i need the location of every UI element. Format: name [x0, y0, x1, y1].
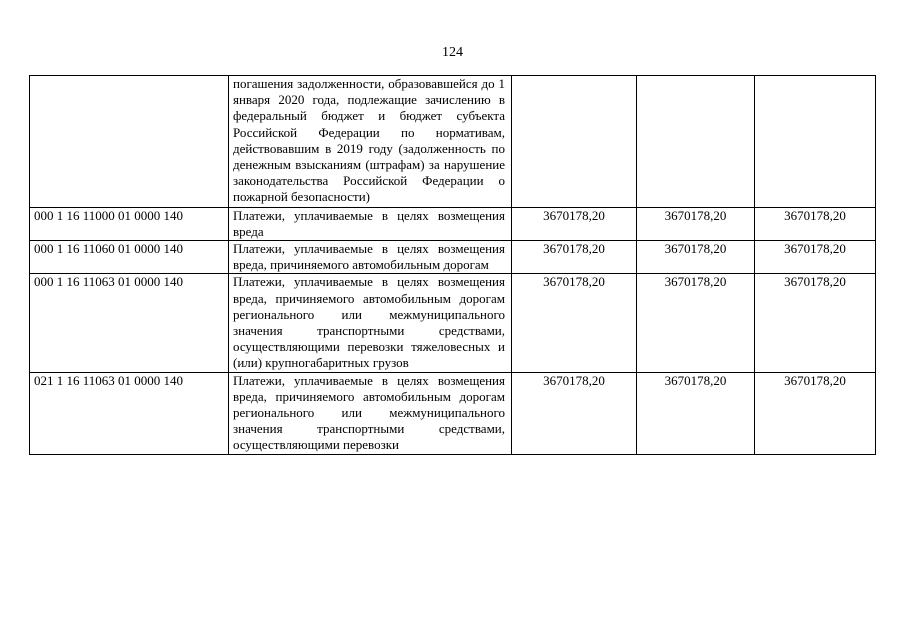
budget-code-cell: 000 1 16 11000 01 0000 140 — [30, 207, 229, 240]
table-row — [30, 241, 876, 274]
amount-cell-2: 3670178,20 — [637, 372, 755, 454]
budget-code-cell — [30, 76, 229, 208]
revenue-name-cell: Платежи, уплачиваемые в целях возмещения вреда, причиняемого автомобильным дорогам регионального или межмуниципального значения транспортными средствами, осуществляющими перевозки тяжеловесных и (или) крупногабаритных грузов — [229, 274, 512, 372]
amount-cell-3: 3670178,20 — [755, 241, 876, 274]
amount-cell-2: 3670178,20 — [637, 241, 755, 274]
amount-cell-1: 3670178,20 — [512, 274, 637, 372]
amount-cell-2: 3670178,20 — [637, 274, 755, 372]
revenue-name-cell: Платежи, уплачиваемые в целях возмещения вреда, причиняемого автомобильным дорогам регионального или межмуниципального значения транспортными средствами, осуществляющими перевозки — [229, 372, 512, 454]
page-number: 124 — [442, 45, 463, 60]
amount-cell-1: 3670178,20 — [512, 241, 637, 274]
revenue-name-cell: Платежи, уплачиваемые в целях возмещения вреда — [229, 207, 512, 240]
budget-code-cell: 021 1 16 11063 01 0000 140 — [30, 372, 229, 454]
budget-revenue-table — [29, 75, 876, 455]
amount-cell-1 — [512, 76, 637, 208]
revenue-name-cell: погашения задолженности, образовавшейся до 1 января 2020 года, подлежащие зачислению в федеральный бюджет и бюджет субъекта Российской Федерации по нормативам, действовавшим в 2019 году (задолженность по денежным взысканиям (штрафам) за нарушение законодательства Российской Федерации о пожарной безопасности) — [229, 76, 512, 208]
table-row — [30, 76, 876, 208]
amount-cell-3: 3670178,20 — [755, 207, 876, 240]
budget-code-cell: 000 1 16 11063 01 0000 140 — [30, 274, 229, 372]
table-row — [30, 274, 876, 372]
amount-cell-3: 3670178,20 — [755, 372, 876, 454]
table-row — [30, 207, 876, 240]
amount-cell-2: 3670178,20 — [637, 207, 755, 240]
table-row — [30, 372, 876, 454]
amount-cell-1: 3670178,20 — [512, 207, 637, 240]
amount-cell-3: 3670178,20 — [755, 274, 876, 372]
revenue-name-cell: Платежи, уплачиваемые в целях возмещения вреда, причиняемого автомобильным дорогам — [229, 241, 512, 274]
amount-cell-1: 3670178,20 — [512, 372, 637, 454]
budget-code-cell: 000 1 16 11060 01 0000 140 — [30, 241, 229, 274]
amount-cell-3 — [755, 76, 876, 208]
amount-cell-2 — [637, 76, 755, 208]
